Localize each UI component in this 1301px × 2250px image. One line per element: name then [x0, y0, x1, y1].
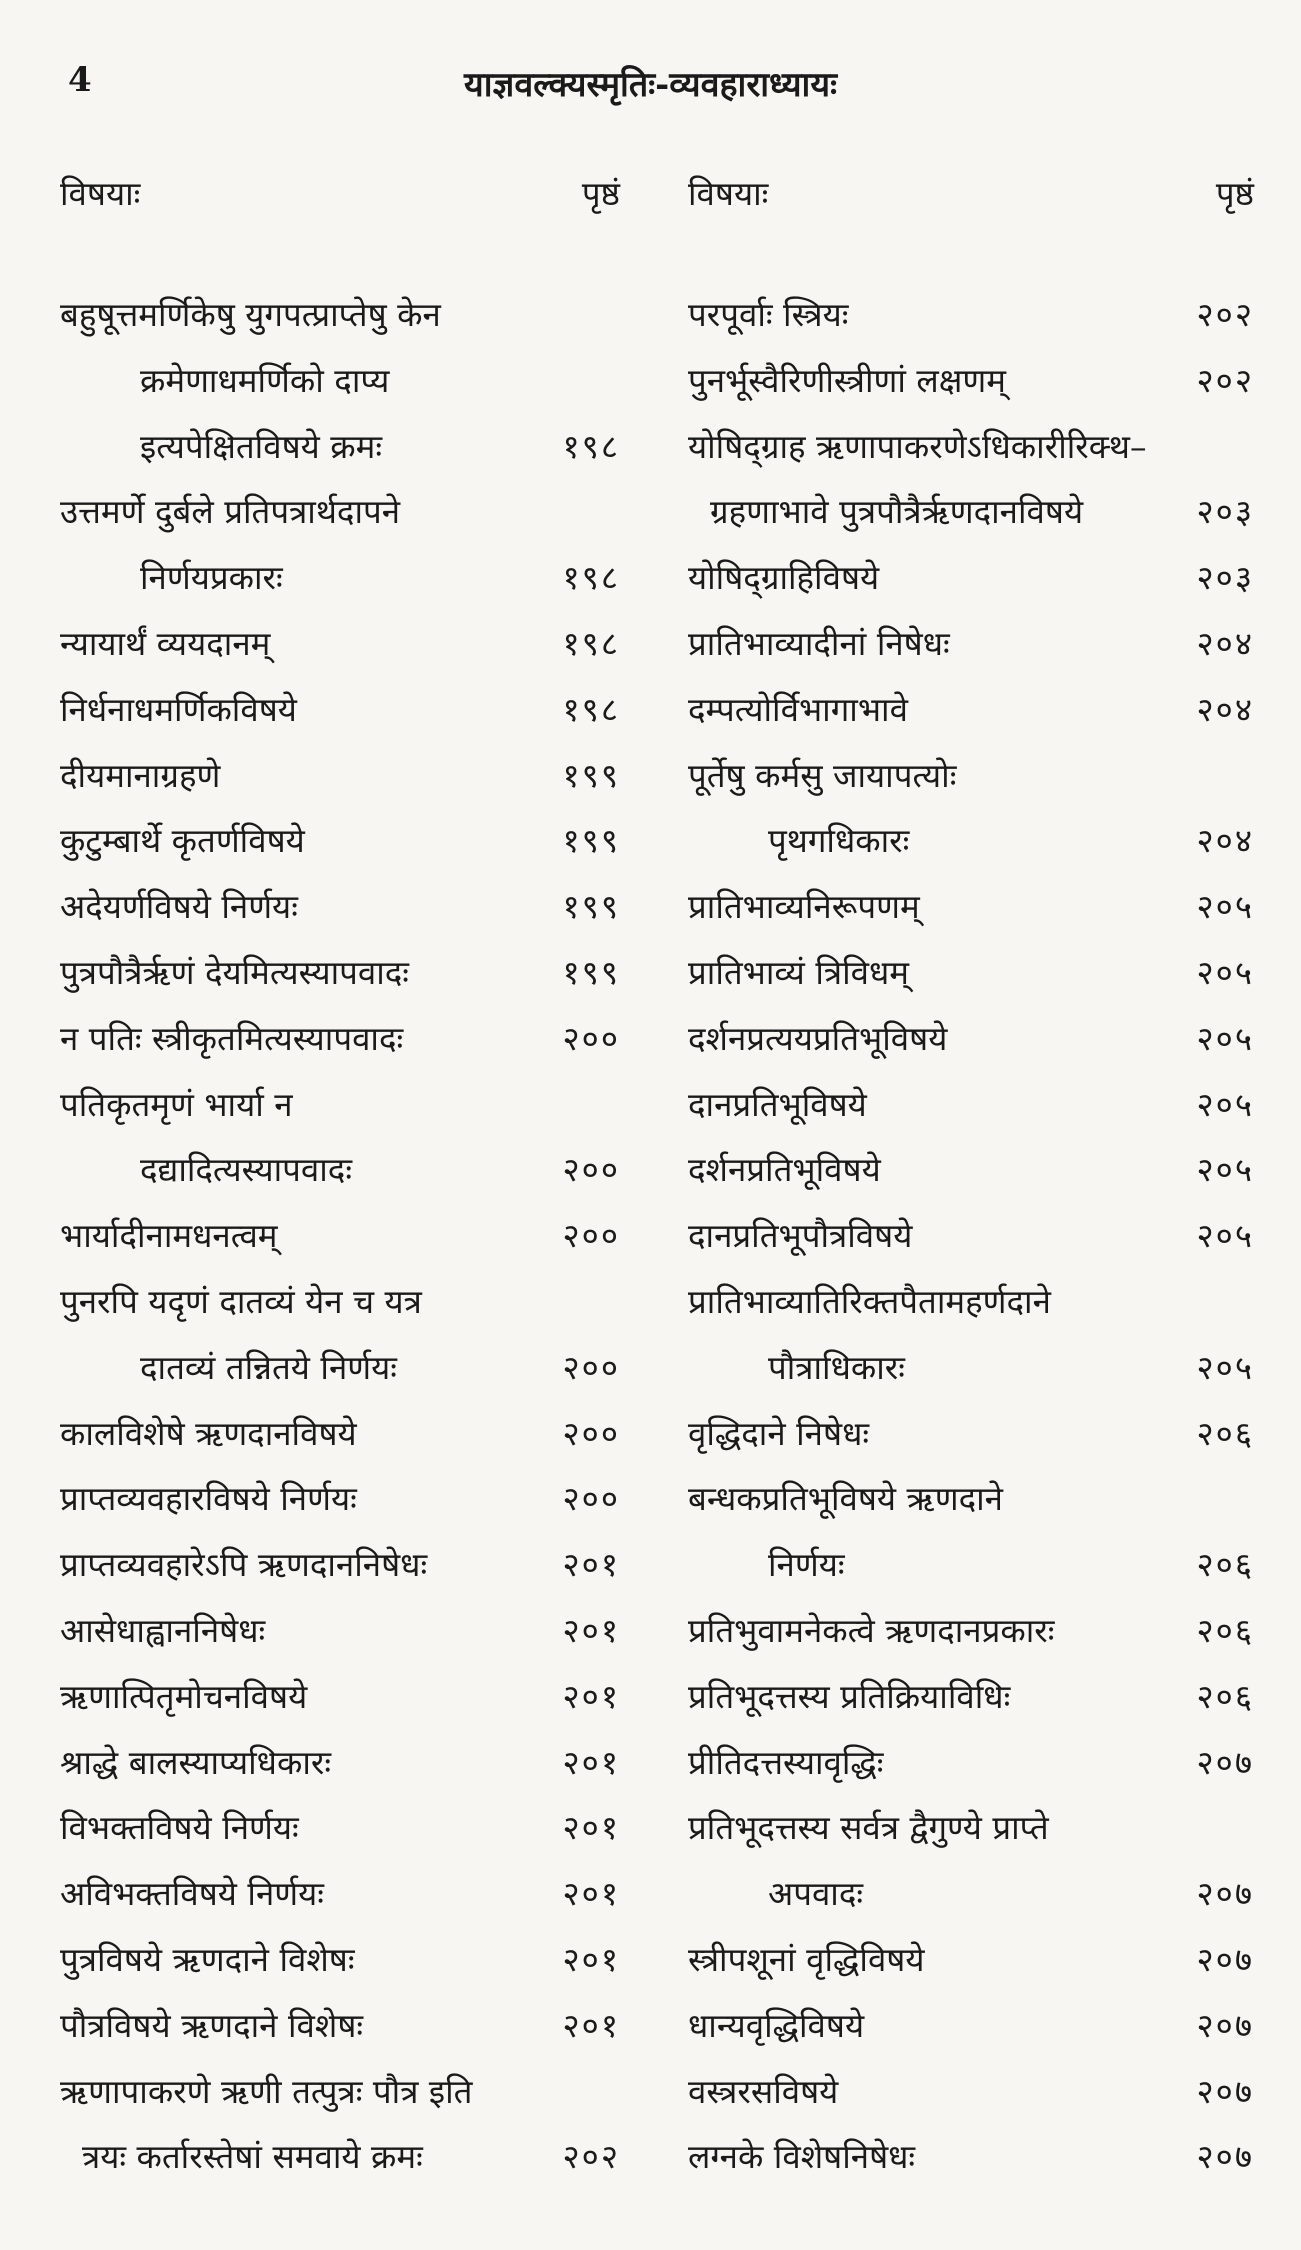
entry-subject: कुटुम्बार्थे कृतर्णविषये: [60, 821, 305, 861]
toc-line: [688, 545, 1254, 611]
entry-subject: दानप्रतिभूविषये: [688, 1084, 867, 1124]
entry-subject: बहुषूत्तमर्णिकेषु युगपत्प्राप्तेषु केन: [60, 295, 441, 334]
right-column-heading: [688, 170, 1254, 230]
entry-page: २०२: [562, 2137, 620, 2177]
toc-line: [688, 1269, 1254, 1335]
toc-line: [60, 1730, 620, 1796]
entry-subject: वस्त्ररसविषये: [688, 2071, 839, 2111]
entry-subject: वृद्धिदाने निषेधः: [688, 1413, 870, 1453]
toc-line: [60, 348, 620, 414]
entry-page: १९९: [562, 821, 620, 861]
entry-subject: धान्यवृद्धिविषये: [688, 2005, 865, 2045]
entry-subject: उत्तमर्णे दुर्बले प्रतिपत्रार्थदापने: [60, 492, 401, 532]
entry-subject: ऋणात्पितृमोचनविषये: [60, 1676, 308, 1716]
running-title: याज्ञवल्क्यस्मृतिः-व्यवहाराध्यायः: [464, 65, 837, 105]
toc-line: [688, 743, 1254, 809]
entry-page: २०५: [1196, 1084, 1254, 1124]
entry-subject: विभक्तविषये निर्णयः: [60, 1808, 299, 1848]
right-entries: [688, 282, 1254, 2190]
toc-line: [688, 1598, 1254, 1664]
entry-subject: प्रतिभूदत्तस्य सर्वत्र द्वैगुण्ये प्राप्ते: [688, 1808, 1049, 1848]
toc-line: [688, 1401, 1254, 1467]
left-column: [60, 170, 620, 2190]
right-column: [688, 170, 1254, 2190]
entry-page: २०१: [562, 1808, 620, 1848]
toc-line: [60, 282, 620, 348]
entry-page: २०६: [1196, 1676, 1254, 1716]
left-entries: [60, 282, 620, 2190]
entry-subject: पूर्तेषु कर्मसु जायापत्योः: [688, 755, 957, 795]
toc-line: [688, 2059, 1254, 2125]
toc-line: [688, 1993, 1254, 2059]
entry-page: २०५: [1196, 952, 1254, 992]
entry-subject: प्रतिभूदत्तस्य प्रतिक्रियाविधिः: [688, 1676, 1011, 1716]
toc-line: [688, 611, 1254, 677]
entry-page: २०१: [562, 1610, 620, 1650]
toc-line: [688, 808, 1254, 874]
entry-page: २००: [562, 1347, 620, 1387]
entry-page: २०१: [562, 1676, 620, 1716]
toc-line: [688, 348, 1254, 414]
entry-subject: ग्रहणाभावे पुत्रपौत्रैर्ऋणदानविषये: [710, 492, 1084, 532]
toc-line: [688, 1730, 1254, 1796]
entry-subject: प्रातिभाव्यादीनां निषेधः: [688, 623, 950, 663]
entry-subject: अदेयर्णविषये निर्णयः: [60, 887, 298, 927]
entry-subject: पुत्रपौत्रैर्ऋणं देयमित्यस्यापवादः: [60, 952, 409, 992]
entry-subject: दातव्यं तन्नितये निर्णयः: [140, 1347, 397, 1387]
toc-line: [60, 1993, 620, 2059]
entry-subject: प्रीतिदत्तस्यावृद्धिः: [688, 1742, 884, 1782]
entry-page: २०३: [1196, 492, 1254, 532]
toc-line: [60, 2059, 620, 2125]
entry-subject: न पतिः स्त्रीकृतमित्यस्यापवादः: [60, 1018, 404, 1058]
toc-line: [60, 940, 620, 1006]
entry-page: २०७: [1196, 1939, 1254, 1979]
toc-line: [688, 282, 1254, 348]
entry-subject: क्रमेणाधमर्णिको दाप्य: [140, 360, 390, 400]
entry-page: २०१: [562, 1939, 620, 1979]
entry-subject: पुत्रविषये ऋणदाने विशेषः: [60, 1939, 355, 1979]
entry-page: २०४: [1196, 623, 1254, 663]
toc-line: [688, 414, 1254, 480]
entry-subject: लग्नके विशेषनिषेधः: [688, 2137, 916, 2177]
entry-subject: प्रतिभुवामनेकत्वे ऋणदानप्रकारः: [688, 1610, 1055, 1650]
page-header: [0, 60, 1301, 120]
entry-subject: भार्यादीनामधनत्वम्: [60, 1216, 278, 1256]
entry-page: २०१: [562, 1545, 620, 1585]
toc-line: [60, 1861, 620, 1927]
toc-line: [60, 743, 620, 809]
entry-subject: ऋणापाकरणे ऋणी तत्पुत्रः पौत्र इति: [60, 2071, 473, 2111]
entry-page: २०३: [1196, 558, 1254, 598]
toc-line: [60, 1466, 620, 1532]
toc-line: [60, 1927, 620, 1993]
entry-page: २०२: [1196, 295, 1254, 334]
entry-page: २०५: [1196, 1216, 1254, 1256]
entry-page: १९८: [562, 689, 620, 729]
entry-page: २००: [562, 1216, 620, 1256]
toc-line: [60, 1203, 620, 1269]
page-heading: पृष्ठं: [1215, 174, 1254, 213]
entry-subject: पौत्राधिकारः: [768, 1347, 905, 1387]
entry-subject: प्राप्तव्यवहारेऽपि ऋणदाननिषेधः: [60, 1545, 428, 1585]
toc-line: [60, 414, 620, 480]
entry-subject: पौत्रविषये ऋणदाने विशेषः: [60, 2005, 364, 2045]
entry-page: १९९: [562, 952, 620, 992]
entry-page: २००: [562, 1150, 620, 1190]
entry-page: २०४: [1196, 689, 1254, 729]
entry-subject: दीयमानाग्रहणे: [60, 755, 221, 795]
toc-line: [60, 1072, 620, 1138]
toc-line: [60, 677, 620, 743]
toc-line: [688, 1335, 1254, 1401]
entry-page: १९८: [562, 623, 620, 663]
entry-page: २०५: [1196, 1018, 1254, 1058]
entry-subject: न्यायार्थं व्ययदानम्: [60, 623, 271, 663]
entry-subject: पुनर्भूस्वैरिणीस्त्रीणां लक्षणम्: [688, 360, 1007, 400]
entry-page: २०१: [562, 1874, 620, 1914]
toc-line: [60, 874, 620, 940]
entry-page: २००: [562, 1413, 620, 1453]
entry-subject: कालविशेषे ऋणदानविषये: [60, 1413, 357, 1453]
toc-line: [60, 1335, 620, 1401]
toc-line: [60, 1006, 620, 1072]
toc-line: [688, 1466, 1254, 1532]
entry-subject: निर्णयप्रकारः: [140, 558, 283, 598]
toc-line: [60, 1532, 620, 1598]
toc-line: [688, 1006, 1254, 1072]
toc-line: [688, 1072, 1254, 1138]
entry-subject: दम्पत्योर्विभागाभावे: [688, 689, 908, 729]
toc-line: [60, 1664, 620, 1730]
subject-heading: विषयाः: [60, 174, 141, 213]
toc-line: [60, 1795, 620, 1861]
entry-subject: बन्धकप्रतिभूविषये ऋणदाने: [688, 1479, 1003, 1519]
entry-subject: प्रातिभाव्यं त्रिविधम्: [688, 952, 910, 992]
entry-page: २०१: [562, 2005, 620, 2045]
entry-page: २०५: [1196, 887, 1254, 927]
entry-page: २०५: [1196, 1347, 1254, 1387]
entry-subject: अपवादः: [768, 1874, 864, 1914]
toc-line: [60, 545, 620, 611]
entry-subject: परपूर्वाः स्त्रियः: [688, 295, 849, 334]
entry-subject: दर्शनप्रत्ययप्रतिभूविषये: [688, 1018, 948, 1058]
entry-subject: स्त्रीपशूनां वृद्धिविषये: [688, 1939, 925, 1979]
toc-line: [60, 2124, 620, 2190]
toc-line: [688, 479, 1254, 545]
entry-subject: योषिद्ग्राह ऋणापाकरणेऽधिकारीरिक्थ–: [688, 426, 1147, 466]
entry-subject: पृथगधिकारः: [768, 821, 910, 861]
toc-line: [688, 940, 1254, 1006]
toc-line: [60, 1401, 620, 1467]
entry-page: १९८: [562, 426, 620, 466]
entry-subject: इत्यपेक्षितविषये क्रमः: [140, 426, 383, 466]
entry-page: २०७: [1196, 2071, 1254, 2111]
toc-line: [60, 808, 620, 874]
entry-subject: निर्धनाधमर्णिकविषये: [60, 689, 297, 729]
entry-subject: पतिकृतमृणं भार्या न: [60, 1084, 293, 1124]
entry-page: २०२: [1196, 360, 1254, 400]
toc-line: [688, 677, 1254, 743]
toc-line: [60, 479, 620, 545]
toc-line: [688, 1795, 1254, 1861]
entry-page: १९९: [562, 887, 620, 927]
toc-line: [688, 1137, 1254, 1203]
entry-page: २०७: [1196, 2005, 1254, 2045]
entry-page: २०६: [1196, 1545, 1254, 1585]
entry-page: २०७: [1196, 1742, 1254, 1782]
toc-line: [688, 1861, 1254, 1927]
toc-line: [60, 1269, 620, 1335]
entry-subject: अविभक्तविषये निर्णयः: [60, 1874, 324, 1914]
entry-subject: पुनरपि यदृणं दातव्यं येन च यत्र: [60, 1281, 422, 1321]
toc-line: [688, 2124, 1254, 2190]
entry-page: २०७: [1196, 1874, 1254, 1914]
entry-subject: प्रातिभाव्यातिरिक्तपैतामहर्णदाने: [688, 1281, 1051, 1321]
entry-subject: दद्यादित्यस्यापवादः: [140, 1150, 352, 1190]
entry-page: १९९: [562, 755, 620, 795]
entry-subject: दानप्रतिभूपौत्रविषये: [688, 1216, 913, 1256]
toc-line: [688, 1532, 1254, 1598]
entry-subject: श्राद्धे बालस्याप्यधिकारः: [60, 1742, 332, 1782]
entry-page: २००: [562, 1018, 620, 1058]
entry-page: २०६: [1196, 1413, 1254, 1453]
toc-line: [60, 611, 620, 677]
toc-line: [60, 1137, 620, 1203]
entry-subject: प्राप्तव्यवहारविषये निर्णयः: [60, 1479, 357, 1519]
entry-page: १९८: [562, 558, 620, 598]
toc-line: [688, 1664, 1254, 1730]
entry-subject: दर्शनप्रतिभूविषये: [688, 1150, 881, 1190]
left-column-heading: [60, 170, 620, 230]
entry-subject: निर्णयः: [768, 1545, 845, 1585]
entry-subject: प्रातिभाव्यनिरूपणम्: [688, 887, 920, 927]
toc-line: [688, 1927, 1254, 1993]
entry-subject: आसेधाह्वाननिषेधः: [60, 1610, 266, 1650]
toc-line: [60, 1598, 620, 1664]
entry-page: २०६: [1196, 1610, 1254, 1650]
entry-page: २०७: [1196, 2137, 1254, 2177]
subject-heading: विषयाः: [688, 174, 769, 213]
entry-subject: योषिद्ग्राहिविषये: [688, 558, 880, 598]
entry-page: २०५: [1196, 1150, 1254, 1190]
toc-line: [688, 1203, 1254, 1269]
page-number: 4: [68, 60, 92, 100]
toc-line: [688, 874, 1254, 940]
entry-page: २०१: [562, 1742, 620, 1782]
page-heading: पृष्ठं: [581, 174, 620, 213]
entry-page: २००: [562, 1479, 620, 1519]
entry-subject: त्रयः कर्तारस्तेषां समवाये क्रमः: [82, 2137, 423, 2177]
entry-page: २०४: [1196, 821, 1254, 861]
